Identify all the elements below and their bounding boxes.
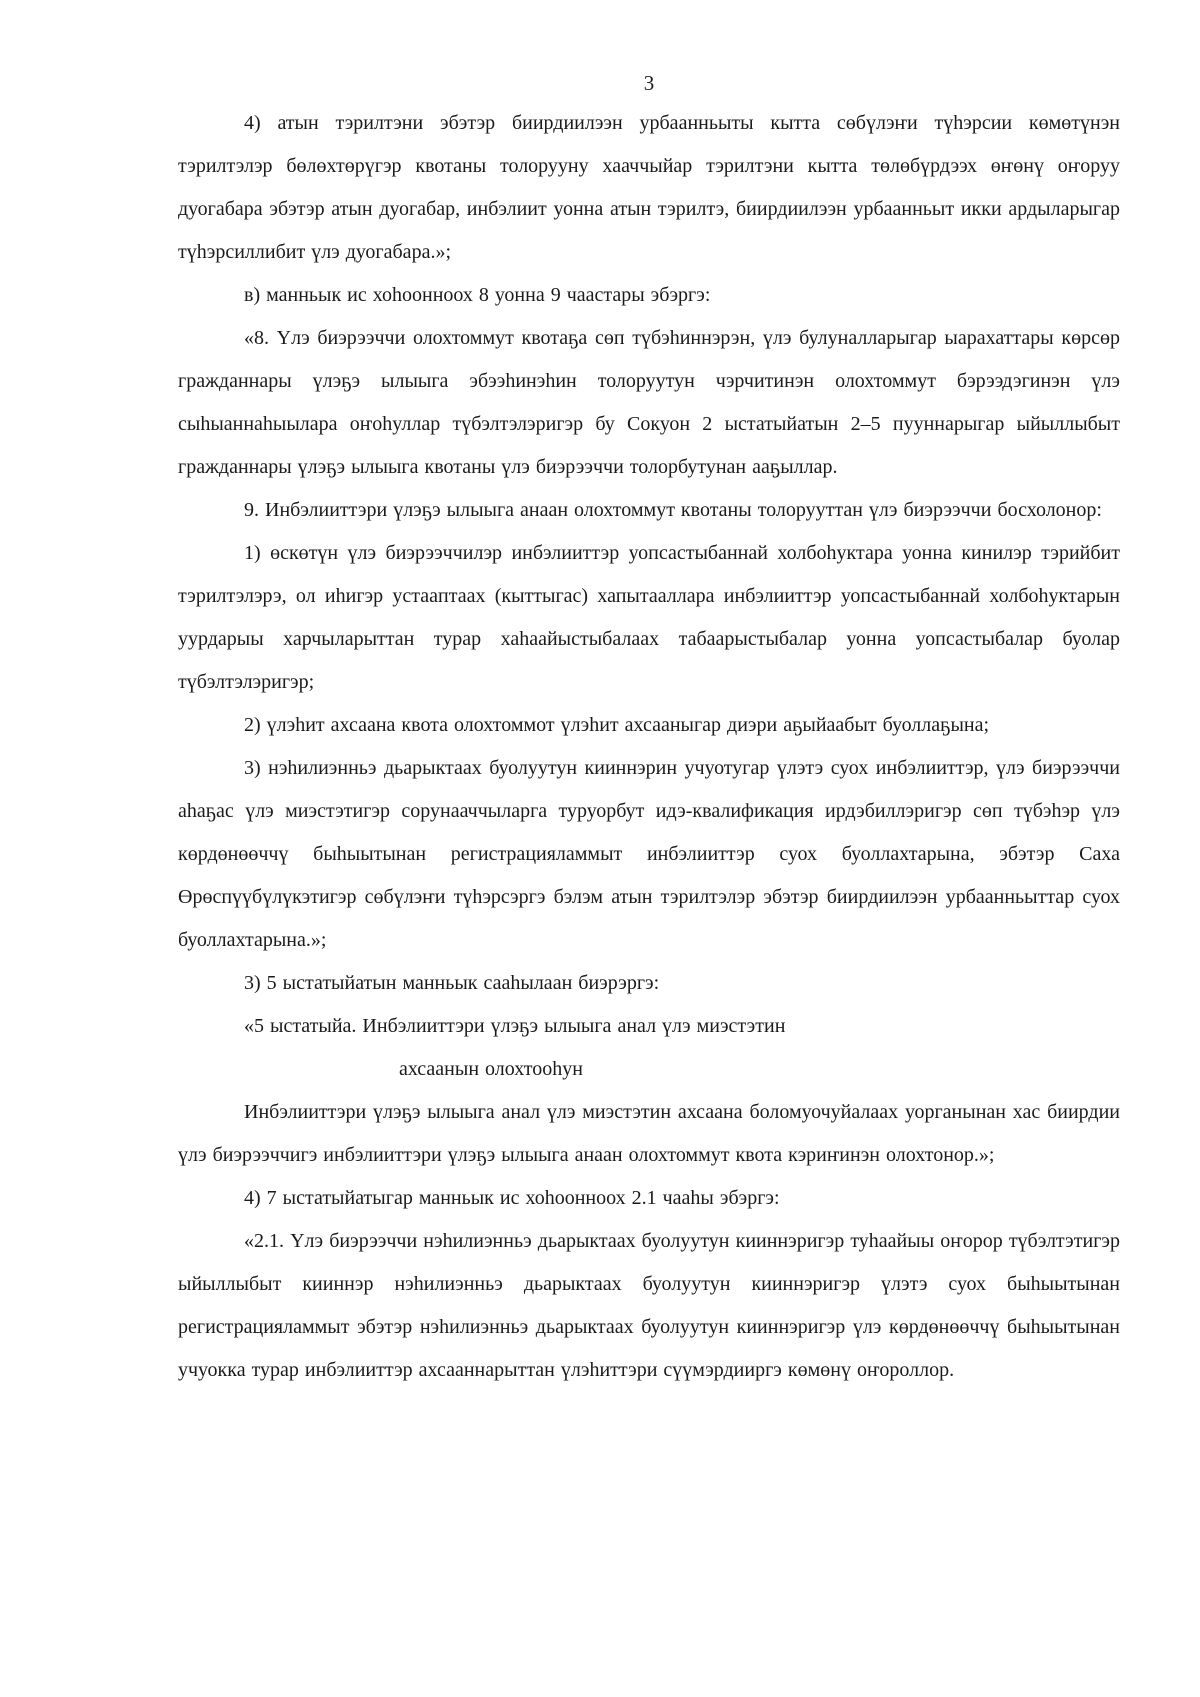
paragraph-exemption-2: 2) үлэһит ахсаана квота олохтоммот үлэһит ахсааныгар диэри аҕыйаабыт буоллаҕына; <box>244 714 990 736</box>
paragraph-amendment-v: в) манньык ис хоһоонноох 8 уонна 9 чаастары эбэргэ: <box>244 284 711 306</box>
paragraph-amendment-3: 3) 5 ыстатыйатын манньык сааһылаан биэрэргэ: <box>244 972 660 994</box>
paragraph-part-8: «8. Үлэ биэрээччи олохтоммут квотаҕа сөп түбэһиннэрэн, үлэ булуналларыгар ыарахаттары көрсөр гражданнары үлэҕэ ылыыга эбээһинэһин толоруутун чэрчитинэн олохтоммут бэрээдэгинэн үлэ сыһыаннаһыылара оҥоһуллар түбэлтэлэригэр бу Сокуон 2 ыстатыйатын 2–5 пууннарыгар ыйыллыбыт гражданнары үлэҕэ ылыыга квотаны үлэ биэрээччи толорбутунан ааҕыллар. <box>178 327 1120 478</box>
article-heading-line1: «5 ыстатыйа. Инбэлииттэри үлэҕэ ылыыга анал үлэ миэстэтин <box>244 1015 786 1037</box>
paragraph-exemption-3: 3) нэһилиэнньэ дьарыктаах буолуутун кииннэрин учуотугар үлэтэ суох инбэлииттэр, үлэ биэрээччи аһаҕас үлэ миэстэтигэр сорунааччыларга туруорбут идэ-квалификация ирдэбиллэригэр сөп түбэһэр үлэ көрдөнөөччү быһыытынан регистрацияламмыт инбэлииттэр суох буоллахтарына, эбэтэр Саха Өрөспүүбүлүкэтигэр сөбүлэҥи түһэрсэргэ бэлэм атын тэрилтэлэр эбэтэр биирдиилээн урбаанньыттар суох буоллахтарына.»; <box>178 757 1120 951</box>
paragraph-amendment-4: 4) 7 ыстатыйатыгар манньык ис хоһоонноох 2.1 чааһы эбэргэ: <box>244 1187 780 1209</box>
paragraph-part-2-1: «2.1. Үлэ биэрээччи нэһилиэнньэ дьарыктаах буолуутун кииннэригэр туһаайыы оҥорор түбэлтэтигэр ыйыллыбыт кииннэр нэһилиэнньэ дьарыктаах буолуутун кииннэригэр үлэтэ суох быһыытынан регистрацияламмыт эбэтэр нэһилиэнньэ дьарыктаах буолуутун кииннэригэр үлэ көрдөнөөччү быһыытынан учуокка турар инбэлииттэр ахсааннарыттан үлэһиттэри сүүмэрдииргэ көмөнү оҥороллор. <box>178 1230 1120 1381</box>
paragraph-exemption-1: 1) өскөтүн үлэ биэрээччилэр инбэлииттэр уопсастыбаннай холбоһуктара уонна кинилэр тэрийбит тэрилтэлэрэ, ол иһигэр устаaптаах (кыттыгас) хапытааллара инбэлииттэр уопсастыбаннай холбоһуктарын уурдарыы харчыларыттан турар хаһаайыстыбалаах табаарыстыбалар уонна уопсастыбалар буолар түбэлтэлэригэр; <box>178 542 1120 693</box>
paragraph-part-9: 9. Инбэлииттэри үлэҕэ ылыыга анаан олохтоммут квотаны толорууттан үлэ биэрээччи босхолонор: <box>244 499 1102 521</box>
paragraph-article-5-body: Инбэлииттэри үлэҕэ ылыыга анал үлэ миэстэтин ахсаана боломуочуйалаах уорганынан хас биирдии үлэ биэрээччигэ инбэлииттэри үлэҕэ ылыыга анаан олохтоммут квота кэриҥинэн олохтонор.»; <box>178 1101 1120 1166</box>
paragraph-item-4: 4) атын тэрилтэни эбэтэр биирдиилээн урбаанньыты кытта сөбүлэҥи түһэрсии көмөтүнэн тэрилтэлэр бөлөхтөрүгэр квотаны толорууну хааччыйар тэрилтэни кытта төлөбүрдээх өҥөнү оҥоруу дуогабара эбэтэр атын дуогабар, инбэлиит уонна атын тэрилтэ, биирдиилээн урбаанньыт икки ардыларыгар түһэрсиллибит үлэ дуогабара.»; <box>178 112 1120 263</box>
page-number: 3 <box>643 71 655 95</box>
article-heading-line2: ахсаанын олохтооһун <box>399 1058 583 1080</box>
